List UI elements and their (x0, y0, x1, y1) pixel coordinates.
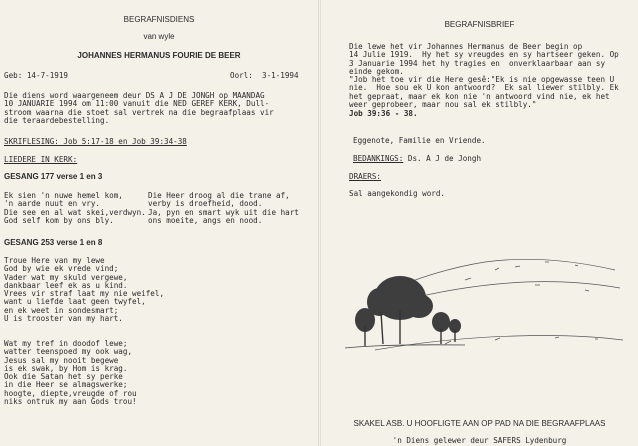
letter-text: Die lewe het vir Johannes Hermanus de Beer begin op 14 Julie 1919. Hy het sy vreugdes en sy hartseer geken. Op 3 Januarie 1994 het hy tragies en onverklaarbaar aan sy einde gekom. "Job het toe vir die Here gesê:"Ek is nie opgewasse teen U nie. Hoe sou ek U kon antwoord? Ek sal liewer stilbly. Ek het gepraat, maar ek kon nie 'n antwoord vind nie, ek het weer geprobeer, maar nou sal ek stilbly." (349, 42, 619, 110)
family: Eggenote, Familie en Vriende. (353, 136, 486, 145)
hymn-177-title: GESANG 177 verse 1 en 3 (4, 172, 103, 181)
headlights-notice: SKAKEL ASB. U HOOFLIGTE AAN OP PAD NA DIE BEGRAAFPLAAS (353, 419, 606, 428)
bearers-label: DRAERS: (349, 172, 382, 181)
service-details: Die diens word waargeneem deur DS A J DE JONGH op MAANDAG 10 JANUARIE 1994 om 11:00 vanuit die NED GEREF KERK, Dull- stroom waarna die stoet sal vertrek na die begraafplaas vir die teraardebestelling. (4, 91, 274, 125)
hymn-253-verse-1: Troue Here van my lewe God by wie ek vrede vind; Vader wat my skuld vergewe, dankbaar leef ek as u kind. Vrees vir straf laat my nie weifel, want u liefde laat geen twyfel, en ek weet in sondesmart; U is trooster van my hart. (4, 256, 165, 324)
hymn-177-verse-3: Die Heer droog al die trane af, verby is droefheid, dood. Ja, pyn en smart wyk uit die hart ons moeite, angs en nood. (148, 191, 299, 225)
letter-title: BEGRAFNISBRIEF (444, 20, 515, 29)
service-title: BEGRAFNISDIENS (123, 15, 195, 24)
scripture-reading: SKRIFLESING: Job 5:17-18 en Job 39:34-38 (4, 137, 187, 146)
landscape-illustration (345, 240, 625, 355)
van-wyle: van wyle (143, 32, 175, 41)
thanks-value: Ds. A J de Jongh (403, 154, 482, 163)
birth-date: Geb: 14-7-1919 (4, 71, 69, 80)
deceased-name: JOHANNES HERMANUS FOURIE DE BEER (77, 51, 241, 60)
hymn-253-verse-8: Wat my tref in doodof lewe; watter teenspoed my ook wag, Jesus sal my nooit begewe is ek swak, by Hom is krag. Ook die Satan het sy perke in die Heer se almagswerke; hoogte, diepte,vreugde of rou niks ontruk my aan Gods trou! (4, 339, 137, 407)
thanks-label: BEDANKINGS: (353, 154, 404, 163)
thanks-line (353, 155, 481, 163)
hymn-253-title: GESANG 253 verse 1 en 8 (4, 238, 103, 247)
hymns-heading: LIEDERE IN KERK: (4, 155, 78, 164)
job-reference: Job 39:36 - 38. (349, 109, 418, 118)
hymn-177-verse-1: Ek sien 'n nuwe hemel kom, 'n aarde nuut en vry. Die see en al wat skei,verdwyn. God self kom by ons bly. (4, 191, 146, 225)
death-date: Oorl: 3-1-1994 (230, 71, 299, 80)
page-fold (318, 0, 321, 446)
printer-credit: 'n Diens gelewer deur SAFERS Lydenburg (392, 436, 567, 445)
bearers-text: Sal aangekondig word. (349, 189, 446, 198)
